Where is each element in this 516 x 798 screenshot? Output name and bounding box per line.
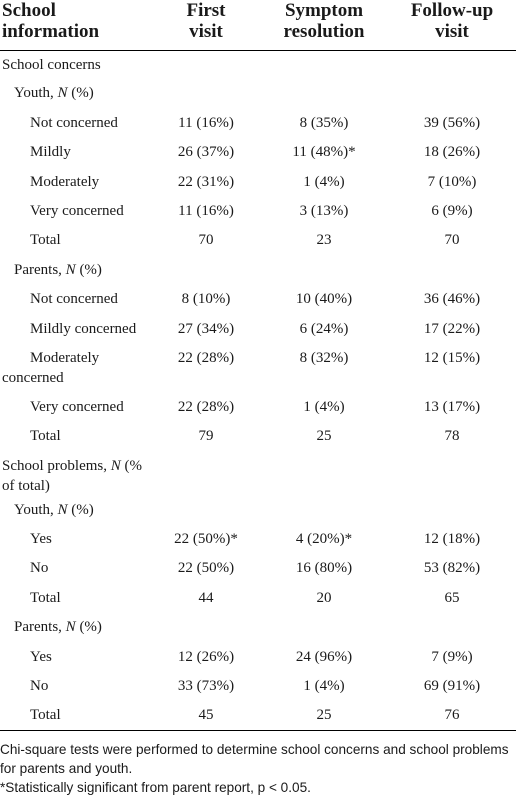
cell-symptom-resolution [260,79,388,108]
cell-first-visit: 11 (16%) [178,114,234,131]
cell-symptom-resolution: 16 (80%) [295,560,353,577]
cell-symptom-resolution: 4 (20%)* [295,531,353,548]
cell-first-visit: 27 (34%) [177,320,235,337]
cell-symptom-resolution: 6 (24%) [299,320,349,337]
cell-first-visit [152,256,260,285]
cell-first-visit [152,496,260,525]
cell-first-visit: 11 (16%) [178,202,234,219]
cell-follow-up-visit: 7 (9%) [431,648,473,665]
table-body [0,50,516,731]
row-label: Mildly concerned [30,320,137,337]
cell-first-visit: 22 (28%) [177,398,235,415]
table-row [0,79,516,108]
cell-first-visit: 22 (50%)* [174,531,238,548]
row-label: Not concerned [30,291,118,308]
header-symptom-resolution: Symptom resolution [260,0,388,50]
row-label: Youth, N (%) [14,85,94,102]
cell-symptom-resolution: 10 (40%) [295,291,353,308]
table-row [0,168,516,197]
row-label: Total [0,701,152,730]
cell-symptom-resolution [260,613,388,642]
cell-follow-up-visit: 76 [388,701,516,730]
cell-follow-up-visit: 18 (26%) [423,144,481,161]
cell-follow-up-visit: 7 (10%) [427,173,477,190]
header-follow-up-visit: Follow-up visit [388,0,516,50]
cell-follow-up-visit: 12 (15%) [423,349,481,366]
cell-symptom-resolution: 25 [260,701,388,730]
cell-first-visit [152,50,260,79]
table-row [0,197,516,226]
header-row [0,0,516,50]
table-row [0,50,516,79]
table-row [0,452,516,496]
cell-first-visit: 45 [152,701,260,730]
table-row [0,613,516,642]
cell-first-visit: 79 [198,428,214,445]
cell-follow-up-visit [388,613,516,642]
row-label: Parents, N (%) [14,261,102,278]
row-label: No [30,560,49,577]
header-first-visit: First visit [152,0,260,50]
row-label: Total [30,232,61,249]
cell-symptom-resolution [260,256,388,285]
row-label: Parents, N (%) [14,619,102,636]
cell-first-visit: 26 (37%) [177,144,235,161]
footnote-method: Chi-square tests were performed to determine school concerns and school problems for parents and youth. [0,742,509,776]
row-label: Youth, N (%) [14,501,94,518]
cell-symptom-resolution: 8 (35%) [299,114,349,131]
row-label: Moderately [30,173,100,190]
cell-follow-up-visit [388,496,516,525]
cell-follow-up-visit: 53 (82%) [423,560,481,577]
cell-symptom-resolution [260,50,388,79]
cell-follow-up-visit: 6 (9%) [431,202,473,219]
cell-symptom-resolution: 1 (4%) [303,678,345,695]
cell-first-visit [152,79,260,108]
row-label: Very concerned [30,202,124,219]
cell-follow-up-visit: 13 (17%) [423,398,481,415]
cell-first-visit: 33 (73%) [177,678,235,695]
cell-symptom-resolution [260,452,388,496]
cell-symptom-resolution: 8 (32%) [299,349,349,366]
row-label: Not concerned [30,114,118,131]
row-label: Very concerned [30,398,124,415]
table-row [0,315,516,344]
table-row [0,138,516,167]
cell-follow-up-visit [388,256,516,285]
cell-follow-up-visit: 65 [444,589,460,606]
cell-first-visit: 22 (31%) [177,173,235,190]
row-label: School problems, N (% of total) [2,457,143,494]
row-label: No [30,678,49,695]
cell-symptom-resolution: 25 [316,428,332,445]
cell-first-visit: 70 [198,232,214,249]
cell-follow-up-visit [388,452,516,496]
table-row [0,109,516,138]
row-label: Mildly [30,144,71,161]
cell-follow-up-visit: 39 (56%) [423,114,481,131]
cell-symptom-resolution: 20 [316,589,332,606]
cell-first-visit: 12 (26%) [177,648,235,665]
table-row [0,393,516,422]
cell-symptom-resolution: 1 (4%) [303,173,345,190]
row-label: Total [30,428,61,445]
footnote-significance: *Statistically significant from parent report, p < 0.05. [0,780,311,795]
cell-follow-up-visit [388,50,516,79]
table-row [0,701,516,730]
cell-first-visit: 8 (10%) [181,291,231,308]
cell-follow-up-visit: 69 (91%) [423,678,481,695]
cell-follow-up-visit: 78 [444,428,460,445]
table-header [0,0,516,50]
cell-follow-up-visit: 17 (22%) [423,320,481,337]
row-label: Yes [30,648,52,665]
cell-symptom-resolution: 3 (13%) [299,202,349,219]
cell-symptom-resolution [260,496,388,525]
cell-symptom-resolution: 23 [316,232,332,249]
row-label: Total [30,589,61,606]
cell-symptom-resolution: 11 (48%)* [292,144,356,161]
cell-first-visit [152,613,260,642]
table-row [0,285,516,314]
row-label: Moderately concerned [2,349,100,386]
table-row [0,226,516,255]
cell-follow-up-visit: 12 (18%) [423,531,481,548]
table-row [0,672,516,701]
table-row [0,422,516,451]
cell-first-visit: 22 (50%) [177,560,235,577]
table-row [0,496,516,525]
cell-follow-up-visit: 36 (46%) [423,291,481,308]
cell-first-visit: 44 [198,589,214,606]
table-footnotes [0,740,516,797]
table-row [0,525,516,554]
row-label: Yes [30,531,52,548]
cell-symptom-resolution: 24 (96%) [295,648,353,665]
table-row [0,643,516,672]
table-row [0,554,516,583]
cell-follow-up-visit: 70 [444,232,460,249]
header-school-information: School information [0,0,152,50]
cell-first-visit [152,452,260,496]
cell-follow-up-visit [388,79,516,108]
table-row [0,256,516,285]
table-row [0,344,516,393]
cell-symptom-resolution: 1 (4%) [303,398,345,415]
row-label: School concerns [2,56,101,73]
table-row [0,584,516,613]
cell-first-visit: 22 (28%) [177,349,235,366]
